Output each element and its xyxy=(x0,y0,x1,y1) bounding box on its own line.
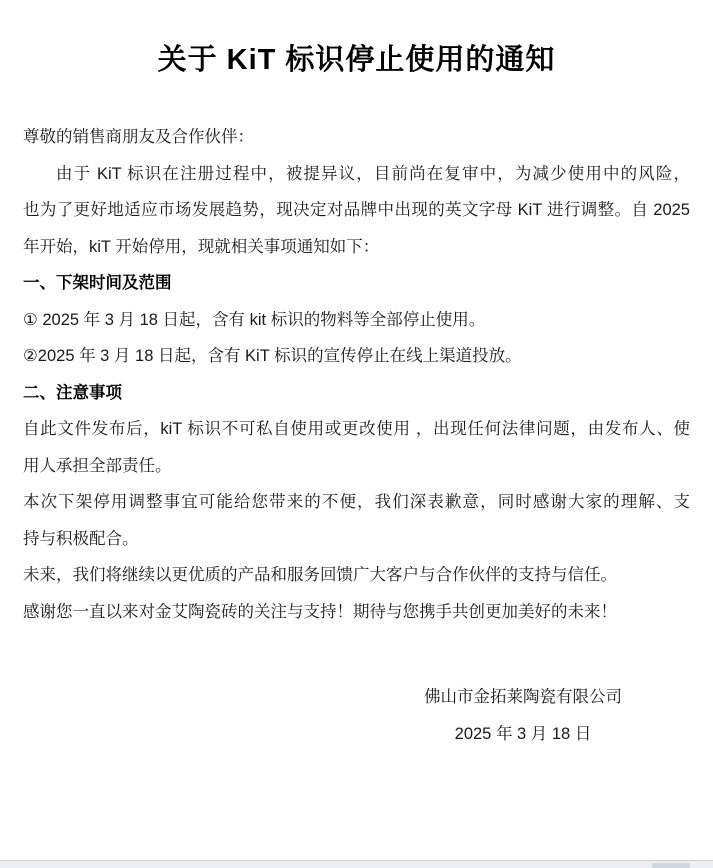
intro-paragraph-line-2: 也为了更好地适应市场发展趋势，现决定对品牌中出现的英文字母 KiT 进行调整。自 2025 xyxy=(23,201,690,219)
section-heading-1: 一、下架时间及范围 xyxy=(23,274,172,292)
signature-block xyxy=(363,679,683,752)
notice-paragraph-4: 感谢您一直以来对金艾陶瓷砖的关注与支持！期待与您携手共创更加美好的未来！ xyxy=(23,602,617,621)
scrollbar-thumb[interactable] xyxy=(652,863,690,868)
document-body xyxy=(23,119,690,630)
notice-paragraph-2-line-1: 本次下架停用调整事宜可能给您带来的不便，我们深表歉意，同时感谢大家的理解、支 xyxy=(23,493,690,511)
list-item-1: ① 2025 年 3 月 18 日起，含有 kit 标识的物料等全部停止使用。 xyxy=(23,310,486,329)
document-title: 关于 KiT 标识停止使用的通知 xyxy=(157,44,556,76)
bottom-ui-strip xyxy=(0,860,713,868)
notice-paragraph-3: 未来，我们将继续以更优质的产品和服务回馈广大客户与合作伙伴的支持与信任。 xyxy=(23,566,617,584)
notice-paragraph-1-line-1: 自此文件发布后，kiT 标识不可私自使用或更改使用 ，出现任何法律问题，由发布人、使 xyxy=(23,420,690,438)
list-item-2: ②2025 年 3 月 18 日起，含有 KiT 标识的宣传停止在线上渠道投放。 xyxy=(23,347,522,365)
greeting-line: 尊敬的销售商朋友及合作伙伴： xyxy=(23,128,254,146)
section-heading-2: 二、注意事项 xyxy=(23,383,122,402)
intro-paragraph-line-1: 由于 KiT 标识在注册过程中，被提异议，目前尚在复审中，为减少使用中的风险， xyxy=(56,164,690,183)
signature-company: 佛山市金拓莱陶瓷有限公司 xyxy=(424,688,622,706)
notice-paragraph-2-line-2: 持与积极配合。 xyxy=(23,529,139,548)
notice-paragraph-1-line-2: 用人承担全部责任。 xyxy=(23,456,172,475)
signature-date: 2025 年 3 月 18 日 xyxy=(454,724,592,743)
intro-paragraph-line-3: 年开始，kiT 开始停用，现就相关事项通知如下： xyxy=(23,237,380,256)
